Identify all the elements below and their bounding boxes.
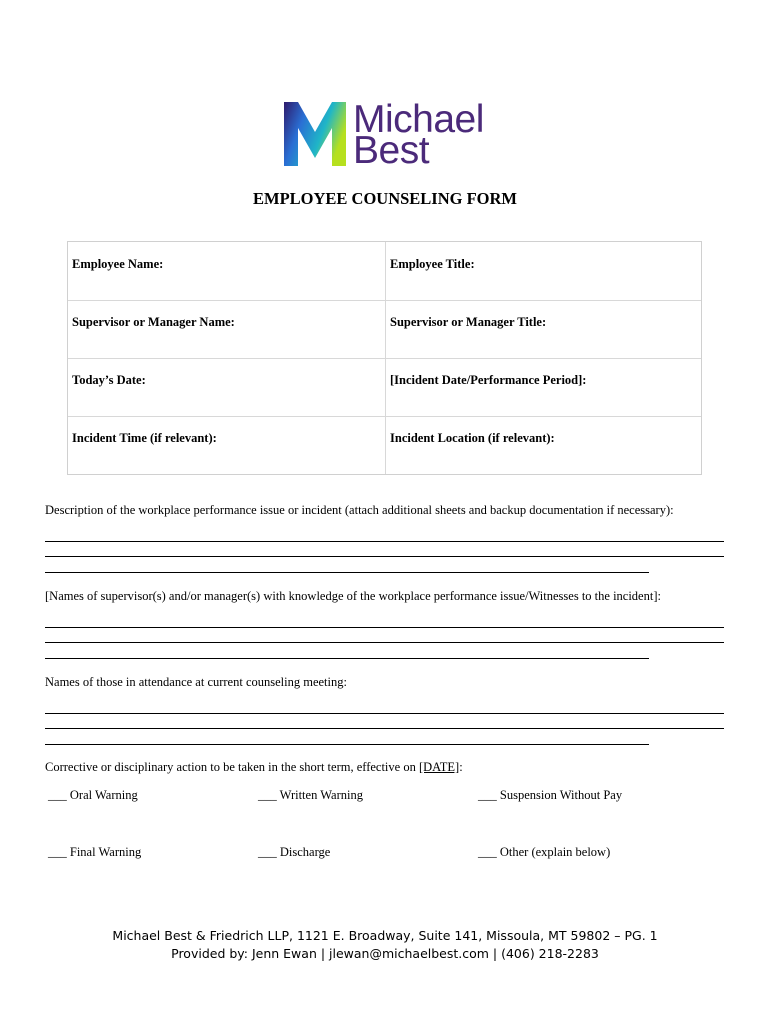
action-prompt-colon: : [459,760,463,774]
option-final-warning[interactable]: ___ Final Warning [48,845,142,859]
attendance-line[interactable] [45,713,724,714]
option-suspension-without-pay[interactable]: ___ Suspension Without Pay [478,788,623,802]
logo-mark-icon [284,102,346,166]
option-oral-warning[interactable]: ___ Oral Warning [48,788,138,802]
option-other[interactable]: ___ Other (explain below) [478,845,611,859]
action-prompt [45,760,463,775]
option-written-warning[interactable]: ___ Written Warning [258,788,363,802]
attendance-line[interactable] [45,744,649,745]
witnesses-line[interactable] [45,658,649,659]
witnesses-line[interactable] [45,642,724,643]
incident-time-label[interactable]: Incident Time (if relevant): [72,431,217,445]
attendance-line[interactable] [45,728,724,729]
description-line[interactable] [45,541,724,542]
description-line[interactable] [45,556,724,557]
description-line[interactable] [45,572,649,573]
supervisor-title-label[interactable]: Supervisor or Manager Title: [390,315,547,329]
employee-title-label[interactable]: Employee Title: [390,257,475,271]
employee-name-label[interactable]: Employee Name: [72,257,164,271]
page-footer [0,927,770,963]
witnesses-prompt: [Names of supervisor(s) and/or manager(s) with knowledge of the workplace performance issue/Witnesses to the incident]: [45,589,661,603]
description-prompt: Description of the workplace performance issue or incident (attach additional sheets and backup documentation if necessary): [45,503,674,517]
table-row [68,358,701,417]
incident-date-label[interactable]: [Incident Date/Performance Period]: [390,373,587,387]
option-discharge[interactable]: ___ Discharge [258,845,331,859]
supervisor-name-label[interactable]: Supervisor or Manager Name: [72,315,235,329]
action-date-field[interactable]: [DATE] [418,760,460,774]
footer-contact: Provided by: Jenn Ewan | jlewan@michaelbest.com | (406) 218-2283 [171,946,599,961]
form-title: EMPLOYEE COUNSELING FORM [252,189,518,208]
table-row [68,416,701,474]
table-row [68,300,701,359]
witnesses-line[interactable] [45,627,724,628]
table-row [68,242,701,301]
employee-info-table [67,241,702,475]
todays-date-label[interactable]: Today’s Date: [72,373,146,387]
logo-word-best: Best [353,129,430,172]
footer-address: Michael Best & Friedrich LLP, 1121 E. Broadway, Suite 141, Missoula, MT 59802 – PG. 1 [112,928,658,943]
attendance-prompt: Names of those in attendance at current counseling meeting: [45,675,347,689]
incident-location-label[interactable]: Incident Location (if relevant): [390,431,555,445]
company-logo [284,100,494,170]
action-prompt-text: Corrective or disciplinary action to be taken in the short term, effective on [45,760,419,774]
logo-word-michael: Michael [353,98,484,141]
